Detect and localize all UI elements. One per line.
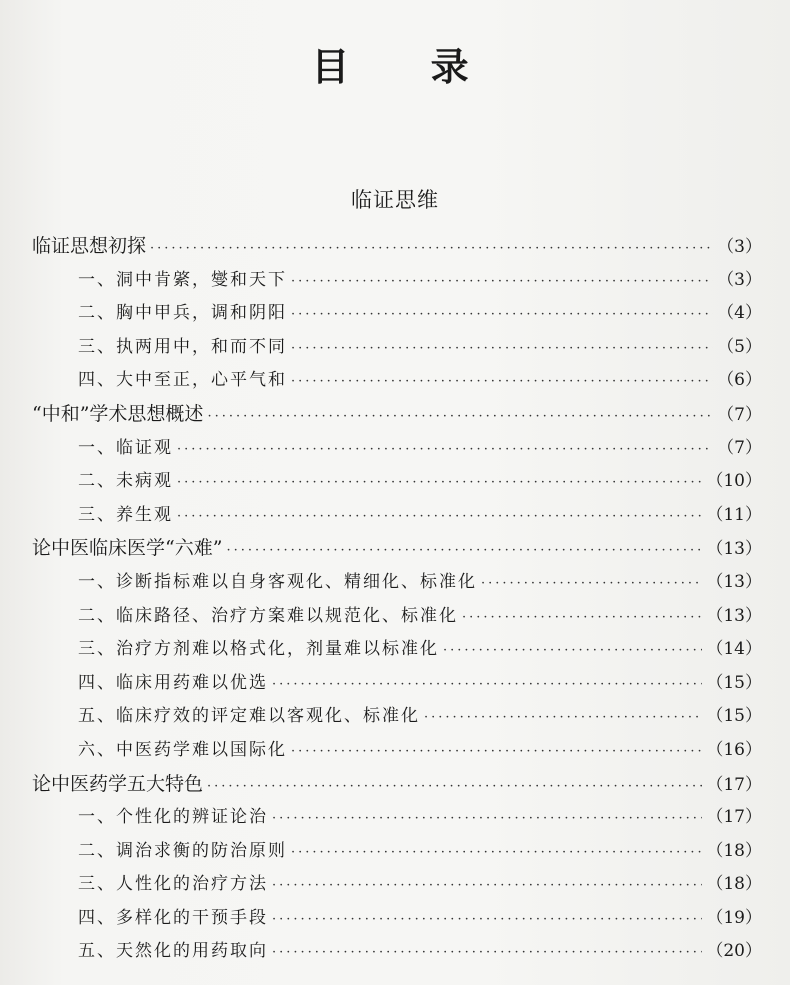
page-title: 目 录: [311, 45, 503, 89]
toc-section-entry: [0, 734, 790, 768]
toc-entry-title: 二、临床路径、治疗方案难以规范化、标准化: [78, 605, 458, 626]
dot-leader: [291, 836, 702, 870]
toc-page-number: （20）: [706, 941, 762, 962]
dot-leader: [207, 400, 713, 434]
toc-entry-title: 一、临证观: [78, 437, 173, 458]
dot-leader: [272, 903, 702, 937]
toc-section-entry: [0, 902, 790, 936]
toc-page-number: （19）: [706, 907, 762, 928]
toc-page-number: （5）: [717, 336, 762, 357]
toc-page-number: （13）: [706, 539, 762, 560]
toc-page-number: （11）: [706, 504, 762, 525]
toc-section-entry: [0, 364, 790, 398]
toc-entry-title: “中和”学术思想概述: [32, 402, 204, 425]
toc-section-entry: [0, 667, 790, 701]
toc-section-entry: [0, 868, 790, 902]
toc-entry-title: 二、胸中甲兵，调和阴阳: [78, 303, 287, 324]
toc-chapter-entry: [0, 768, 790, 802]
toc-entry-title: 四、临床用药难以优选: [78, 672, 268, 693]
dot-leader: [150, 232, 713, 266]
toc-section-entry: [0, 566, 790, 600]
toc-page-number: （7）: [717, 404, 762, 425]
toc-page-number: （14）: [706, 639, 762, 660]
toc-page-number: （13）: [706, 605, 762, 626]
toc-section-entry: [0, 935, 790, 969]
toc-entry-title: 二、调治求衡的防治原则: [78, 840, 287, 861]
toc-page-number: （3）: [717, 269, 762, 290]
toc-entry-title: 六、中医药学难以国际化: [78, 739, 287, 760]
toc-section-entry: [0, 835, 790, 869]
toc-entry-title: 三、人性化的治疗方法: [78, 874, 268, 895]
toc-section-entry: [0, 465, 790, 499]
dot-leader: [207, 770, 702, 804]
dot-leader: [291, 298, 713, 332]
dot-leader: [177, 500, 702, 534]
toc-entry-title: 三、执两用中，和而不同: [78, 336, 287, 357]
toc-page-number: （18）: [706, 874, 762, 895]
dot-leader: [272, 936, 702, 970]
toc-section-entry: [0, 700, 790, 734]
toc-page-number: （15）: [706, 672, 762, 693]
dot-leader: [272, 869, 702, 903]
toc-entry-title: 临证思想初探: [32, 235, 147, 257]
toc-page-number: （17）: [706, 774, 762, 795]
toc-entry-title: 四、多样化的干预手段: [78, 907, 268, 928]
toc-section-entry: [0, 432, 790, 466]
toc-entry-title: 三、养生观: [78, 504, 173, 525]
toc-section-entry: [0, 331, 790, 365]
toc-page-number: （15）: [706, 706, 762, 727]
dot-leader: [177, 466, 702, 500]
toc-entry-title: 五、临床疗效的评定难以客观化、标准化: [78, 706, 420, 727]
toc-section-entry: [0, 633, 790, 667]
dot-leader: [272, 668, 702, 702]
toc-page-number: （17）: [706, 807, 762, 828]
dot-leader: [226, 534, 702, 568]
table-of-contents: [0, 230, 790, 969]
toc-page-number: （13）: [706, 571, 762, 592]
toc-entry-title: 论中医临床医学“六难”: [32, 537, 223, 560]
dot-leader: [424, 701, 702, 735]
dot-leader: [291, 265, 713, 299]
toc-page-number: （16）: [706, 739, 762, 760]
toc-page-number: （6）: [717, 370, 762, 391]
toc-entry-title: 论中医药学五大特色: [32, 772, 204, 795]
toc-page-number: （4）: [717, 303, 762, 324]
toc-section-entry: [0, 600, 790, 634]
toc-entry-title: 一、洞中肯綮，燮和天下: [78, 269, 287, 290]
dot-leader: [177, 433, 713, 467]
toc-page-number: （3）: [717, 237, 762, 257]
toc-chapter-entry: [0, 398, 790, 432]
dot-leader: [291, 735, 702, 769]
toc-entry-title: 一、个性化的辨证论治: [78, 807, 268, 828]
toc-section-entry: [0, 297, 790, 331]
toc-entry-title: 二、未病观: [78, 471, 173, 492]
section-heading: 临证思维: [351, 188, 439, 212]
dot-leader: [291, 365, 713, 399]
toc-page-number: （18）: [706, 840, 762, 861]
toc-entry-title: 五、天然化的用药取向: [78, 941, 268, 962]
toc-entry-title: 一、诊断指标难以自身客观化、精细化、标准化: [78, 571, 477, 592]
dot-leader: [443, 634, 702, 668]
toc-section-entry: [0, 264, 790, 298]
toc-chapter-entry: [0, 230, 790, 264]
dot-leader: [291, 332, 713, 366]
dot-leader: [481, 567, 702, 601]
dot-leader: [272, 802, 702, 836]
toc-section-entry: [0, 499, 790, 533]
toc-chapter-entry: [0, 532, 790, 566]
toc-entry-title: 四、大中至正，心平气和: [78, 370, 287, 391]
toc-page-number: （10）: [706, 471, 762, 492]
dot-leader: [462, 601, 702, 635]
toc-section-entry: [0, 801, 790, 835]
toc-entry-title: 三、治疗方剂难以格式化，剂量难以标准化: [78, 639, 439, 660]
toc-page-number: （7）: [717, 437, 762, 458]
